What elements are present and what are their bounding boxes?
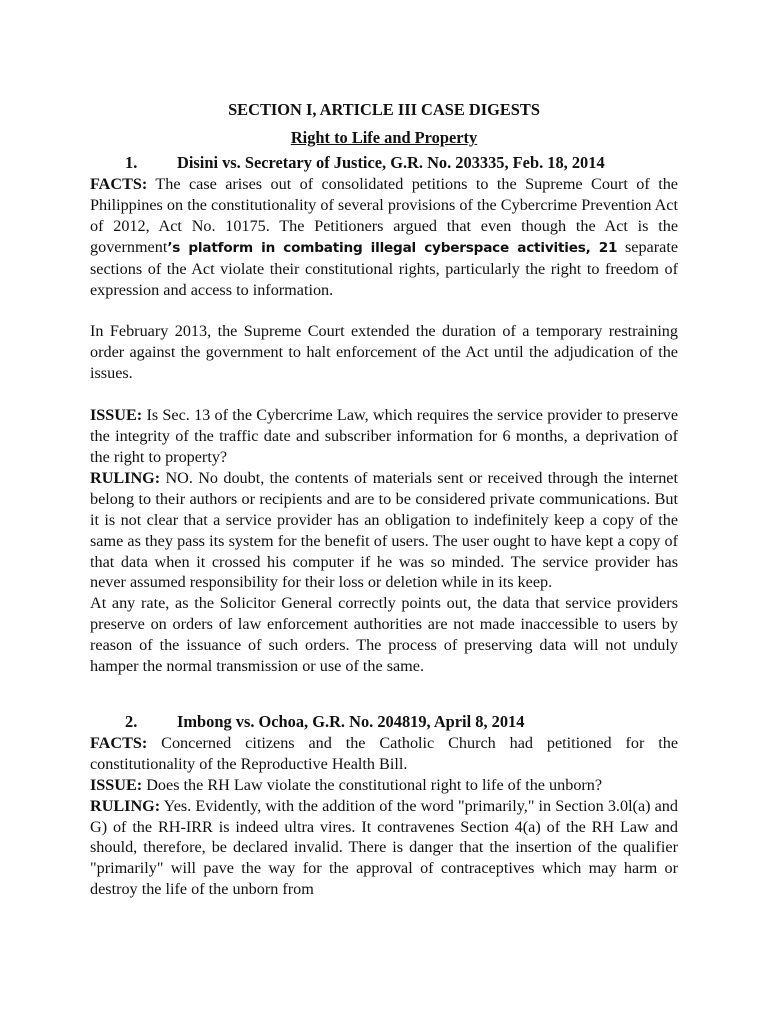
case-1-facts bbox=[90, 174, 678, 300]
case-1-facts-text-2: separate sections of the Act violate their constitutional rights, particularly the right to freedom of expression and access to information. bbox=[90, 237, 679, 299]
case-1-issue-label: ISSUE: bbox=[90, 406, 143, 425]
case-2-heading bbox=[90, 711, 678, 733]
case-1-issue bbox=[90, 405, 678, 468]
case-1-ruling-continued: At any rate, as the Solicitor General correctly points out, the data that service providers preserve on orders of law enforcement authorities are not made inaccessible to users by reason of the issuance of such orders. The process of preserving data will not unduly hamper the normal transmission or use of the same. bbox=[90, 594, 678, 676]
case-2-ruling bbox=[90, 796, 678, 901]
case-1-ruling bbox=[90, 468, 678, 593]
document-title: SECTION I, ARTICLE III CASE DIGESTS bbox=[228, 100, 540, 119]
case-2-ruling-text: Yes. Evidently, with the addition of the word "primarily," in Section 3.0l(a) and G) of the RH-IRR is indeed ultra vires. It contravenes Section 4(a) of the RH Law and should, therefore, be declared invalid. There is danger that the insertion of the qualifier "primarily" will pave the way for the approval of contraceptives which may harm or destroy the life of the unborn from bbox=[90, 796, 678, 899]
case-2-facts-text: Concerned citizens and the Catholic Church had petitioned for the constitutionality of the Reproductive Health Bill. bbox=[90, 733, 679, 773]
case-1-ruling-label: RULING: bbox=[90, 468, 161, 487]
case-2-ruling-label: RULING: bbox=[90, 796, 161, 815]
document-page bbox=[90, 98, 678, 900]
case-1-facts-emphasis: ’s platform in combating illegal cyberspace activities, 21 bbox=[167, 239, 618, 256]
case-1-facts-text-1: The case arises out of consolidated petitions to the Supreme Court of the Philippines on the constitutionality of several provisions of the Cybercrime Prevention Act of 2012, Act No. 10175. The Petitioners argued that even though the Act is the government bbox=[90, 175, 678, 256]
case-2-issue-text: Does the RH Law violate the constitutional right to life of the unborn? bbox=[146, 775, 603, 794]
case-2-facts bbox=[90, 733, 678, 775]
case-2-issue bbox=[90, 775, 678, 796]
case-1-issue-text: Is Sec. 13 of the Cybercrime Law, which requires the service provider to preserve the integrity of the traffic date and subscriber information for 6 months, a deprivation of the right to property? bbox=[90, 406, 678, 466]
case-2-number: 2. bbox=[125, 711, 138, 731]
document-subtitle: Right to Life and Property bbox=[290, 128, 478, 147]
case-1-heading bbox=[90, 152, 678, 174]
case-1-title: Disini vs. Secretary of Justice, G.R. No. 203335, Feb. 18, 2014 bbox=[177, 153, 605, 172]
case-1-ruling-text: NO. No doubt, the contents of materials sent or received through the internet belong to their authors or recipients and are to be considered private communications. But it is not clear that a service provider has an obligation to indefinitely keep a copy of the same as they pass its system for the benefit of users. The user ought to have kept a copy of that data when it crossed his computer if he was so minded. The service provider has never assumed responsibility for their loss or deletion while in its keep. bbox=[90, 468, 678, 592]
case-2-facts-label: FACTS: bbox=[90, 733, 148, 752]
case-1-number: 1. bbox=[125, 153, 138, 172]
case-2-title: Imbong vs. Ochoa, G.R. No. 204819, April 8, 2014 bbox=[177, 711, 525, 731]
case-2-issue-label: ISSUE: bbox=[90, 775, 143, 794]
case-1-paragraph-2: In February 2013, the Supreme Court extended the duration of a temporary restraining order against the government to halt enforcement of the Act until the adjudication of the issues. bbox=[90, 322, 678, 383]
case-1-facts-label: FACTS: bbox=[90, 175, 148, 193]
